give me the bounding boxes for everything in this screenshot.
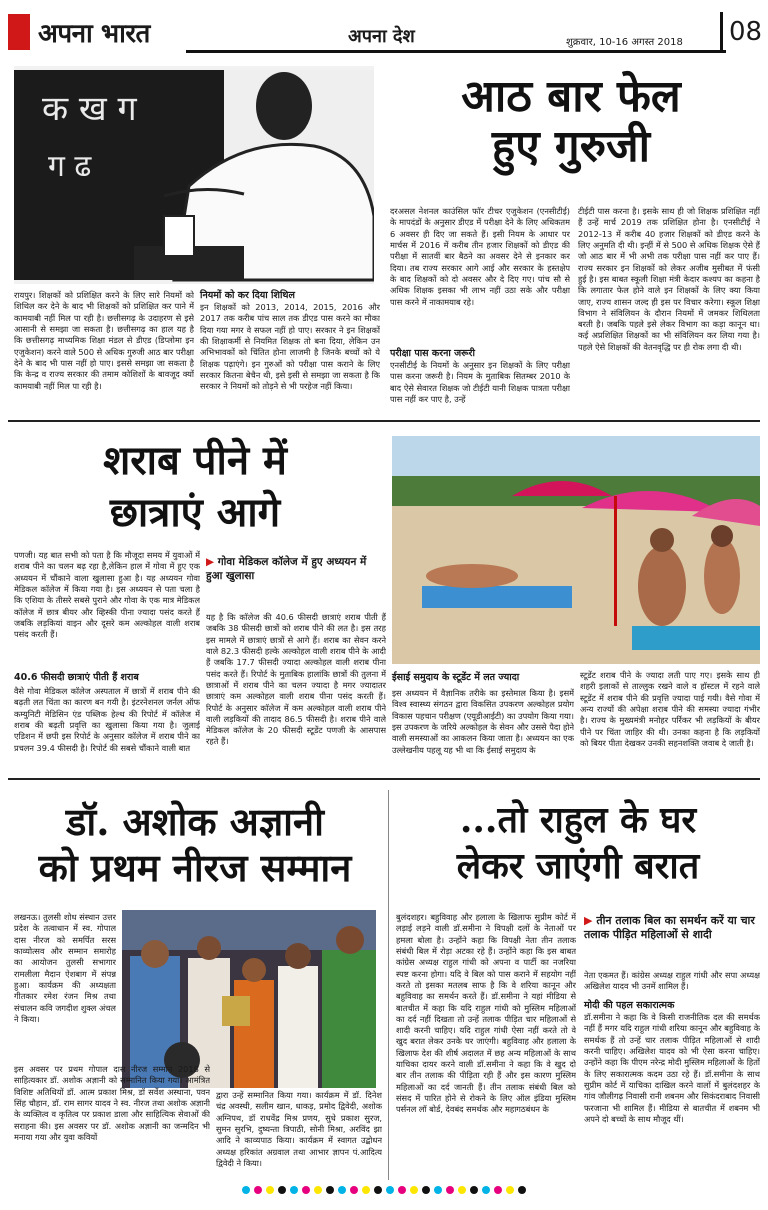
- story2-pull-text: गोवा मेडिकल कॉलेज में हुए अध्ययन में हुआ खुलासा: [206, 556, 367, 582]
- teacher-blackboard-photo: [14, 66, 374, 284]
- page-header: [8, 12, 763, 56]
- section-name: अपना देश: [348, 26, 415, 47]
- story2-col3: इस अध्ययन में वैज्ञानिक तरीके का इस्तेमाल किया है। इसमें विश्व स्वास्थ्य संगठन द्वारा विकसित उपकरण अल्कोहल प्रयोग विकास पहचान परीक्षण (एयूडीआईटी) का उपयोग किया गया। इस उपकरण के जरिये अल्कोहल के सेवन और उससे पैदा होने वाली समस्याओं का आकलन किया जाता है। अध्ययन का एक उल्लेखनीय पहलू यह भी था कि ईसाई समुदाय के: [392, 688, 574, 755]
- story2-headline-line2: छात्राएं आगे: [109, 489, 281, 536]
- separator-1: [8, 420, 760, 422]
- story4-col2b: डॉ.समीना ने कहा कि वे किसी राजनीतिक दल की समर्थक नहीं हैं मगर यदि राहुल गांधी शरिया कानून और बहुविवाह के समर्थक हैं तो उन्हें चार तलाक पीड़ित महिलाओं से शादी करनी चाहिए। अखिलेश यादव को भी ऐसा करना चाहिए। उन्होंने कहा कि पीएम नरेन्द्र मोदी मुस्लिम महिलाओं के हितों के लिए सकारात्मक कदम उठा रहे हैं। डॉ.समीना के साथ सुप्रीम कोर्ट में याचिका दाखिल करने वालों में बुलंदशहर के गांव जौलीगढ़ निवासी रानी शबनम और सिकंदराबाद निवासी फरजाना भी शामिल हैं। मीडिया से बातचीत में शबनम भी अपने दो बच्चों के साथ मौजूद थीं।: [584, 1012, 760, 1124]
- story3-headline: [14, 799, 376, 890]
- logo-red-bar: [8, 14, 30, 50]
- masthead: अपना भारत: [38, 19, 150, 49]
- story4-col2: नेता एकमत हैं। कांग्रेस अध्यक्ष राहुल गांधी और सपा अध्यक्ष अखिलेश यादव भी उनमें शामिल हैं।: [584, 970, 760, 992]
- page-number: 08: [720, 12, 762, 52]
- award-ceremony-photo: [122, 910, 376, 1088]
- story4-headline-line2: लेकर जाएंगी बरात: [456, 844, 700, 887]
- story2-headline: [14, 437, 376, 536]
- story1-subhead-1: नियमों को कर दिया शिथिल: [200, 290, 295, 301]
- story3-col1b: इस अवसर पर प्रथम गोपाल दास नीरज सम्मान 2018 से साहित्यकार डॉ. अशोक अज्ञानी को सम्मानित किया गया। आमंत्रित विशिष्ट अतिथियों डॉ. आत्म प्रकाश मिश्र, डॉ सर्वेश अस्थाना, पवन सिंह चौहान, डॉ. राम सागर यादव ने स्व. नीरज तथा अशोक अज्ञानी के व्यक्तित्व व कृतित्व पर प्रकाश डाला और साहित्यिक सेवाओं की सराहना की। इस अवसर पर डॉ. अशोक अज्ञानी का जन्मदिन भी मनाया गया और युवा कवियों: [14, 1064, 210, 1142]
- story3-col1: लखनऊ। तुलसी शोध संस्थान उत्तर प्रदेश के तत्वाधान में स्व. गोपाल दास नीरज को समर्पित सरस काव्योत्सव और सम्मान समारोह का आयोजन तुलसी सभागार रामलीला मैदान ऐशबाग में संपन्न हुआ। कार्यक्रम की अध्यक्षता गीतकार रमेश रंजन मिश्र तथा संचालन कवि जगदीश शुक्ल अंचल ने किया।: [14, 912, 116, 1024]
- teacher-illustration: [14, 66, 374, 284]
- ceremony-illustration: [122, 910, 376, 1088]
- pull-triangle-icon-2: ▶: [584, 914, 593, 927]
- story4-pull-quote: [584, 914, 760, 943]
- blackboard-text-1: क ख ग: [42, 89, 137, 129]
- story4-pull-text: तीन तलाक बिल का समर्थन करें या चार तलाक पीड़ित महिलाओं से शादी: [584, 914, 755, 942]
- story4-col1: बुलंदशहर। बहुविवाह और हलाला के खिलाफ सुप्रीम कोर्ट में लड़ाई लड़ने वाली डॉ.समीना ने विपक्षी दलों के नेताओं पर हमला बोला है। उन्होंने कहा कि विपक्षी नेता तीन तलाक संबंधी बिल में रोड़ा अटका रहे हैं। उन्होंने कहा कि इस बाबत कांग्रेस अध्यक्ष राहुल गांधी को अपना व पार्टी का नजरिया स्पष्ट करना होगा। यदि वे बिल को पास कराने में सहयोग नहीं करते तो इसका मतलब साफ है कि वे शरिया कानून और बहुविवाह का समर्थन करते हैं। डॉ.समीना ने यहां मीडिया से बातचीत में कहा कि यदि राहुल गांधी को मुस्लिम महिलाओं का दर्द नहीं दिखता तो उन्हें तलाक पीड़ित चार महिलाओं से शादी करनी चाहिए। यदि राहुल गांधी ऐसा नहीं करते तो वे खुद बरात लेकर उनके घर जाएंगी। बहुविवाह और हलाला के खिलाफ देश की शीर्ष अदालत में छह अन्य महिलाओं के साथ याचिका दायर करने वाली डॉ.समीना ने कहा कि वे खुद दो बार तीन तलाक की पीड़िता रही हैं और इस कारण मुस्लिम महिलाओं का दर्द जानती हैं। तीन तलाक संबंधी बिल को संसद में पारित होने से रोकने के लिए ऑल इंडिया मुस्लिम पर्सनल लॉ बोर्ड, देवबंद समर्थक और महागठबंधन के: [396, 912, 576, 1115]
- column-divider: [388, 790, 389, 1180]
- story1-headline-line1: आठ बार फेल: [461, 71, 681, 122]
- pull-triangle-icon: ▶: [206, 556, 215, 568]
- story4-headline: [396, 799, 760, 887]
- story4-subhead-2: मोदी की पहल सकारात्मक: [584, 1000, 675, 1011]
- story4-headline-line1: ...तो राहुल के घर: [459, 799, 697, 841]
- beach-photo: [392, 436, 760, 664]
- story2-col2: यह है कि कॉलेज की 40.6 फीसदी छात्राएं शराब पीती हैं जबकि 38 फीसदी छात्रों को शराब पीने की लत है। इस तरह इस मामले में छात्राएं छात्रों से आगे हैं। शराब का सेवन करने वाले 82.3 फीसदी हल्के अल्कोहल वाली शराब पीने के आदी हैं जबकि 17.7 फीसदी ज्यादा अल्कोहल वाली शराब पीना पसंद करते हैं। रिपोर्ट के मुताबिक हालांकि छात्रों की तुलना में छात्राओं में शराब पीने का चलन ज्यादा है मगर ज्यादातर छात्राएं कम अल्कोहल वाली शराब पीना पसंद करती हैं। रिपोर्ट के अनुसार कॉलेज में कम अल्कोहल वाली शराब पीने वाली लड़कियों की तादाद 86.5 फीसदी है। शराब पीने वाले मेडिकल कॉलेज के 20 फीसदी स्टूडेंट पणजी के आसपास रहते हैं।: [206, 612, 386, 747]
- printer-color-bar: [8, 1186, 760, 1196]
- story3-col2: द्वारा उन्हें सम्मानित किया गया। कार्यक्रम में डॉ. दिनेश चंद्र अवस्थी, सलीम खान, धाकड़, प्रमोद द्विवेदी, अशोक अग्निपथ, डॉ राधवेंद्र मिश्र प्रणय, सुधे प्रकाश सुरज, सुमन सुरभि, दुष्यन्ता त्रिपाठी, सोनी मिश्रा, अरविंद झा आदि ने काव्यपाठ किया। कार्यक्रम में स्वागत उद्बोधन अध्यक्ष हरिकांत अग्रवाल तथा आभार ज्ञापन पं.आदित्य द्विवेदी ने किया।: [216, 1090, 382, 1168]
- story1-subhead-3: परीक्षा पास करना जरूरी: [390, 348, 475, 359]
- issue-date: शुक्रवार, 10-16 अगस्त 2018: [566, 37, 683, 48]
- story3-headline-line1: डॉ. अशोक अज्ञानी: [66, 799, 324, 844]
- story3-headline-line2: को प्रथम नीरज सम्मान: [38, 844, 352, 890]
- story1-col1: रायपुर। शिक्षकों को प्रशिक्षित करने के लिए सारे नियमों को शिथिल कर देने के बाद भी शिक्षकों को प्रशिक्षित कर पाने में कामयाबी नहीं मिल पा रही है। छत्तीसगढ़ के उदाहरण से इसे आसानी से समझा जा सकता है। छत्तीसगढ़ का हाल यह है कि छत्तीसगढ़ माध्यमिक शिक्षा मंडल से डीएड (डिप्लोमा इन एजुकेशन) करने वाले 500 से अधिक गुरुजी आठ बार परीक्षा देने के बाद भी पास नहीं हो पाए। इससे समझा जा सकता है कि केन्द्र व राज्य सरकार की तमाम कोशिशों के बावजूद क्यों कामयाबी नहीं मिल पा रही है।: [14, 290, 194, 391]
- story2-pull-quote: [206, 556, 386, 583]
- story2-photo-caption: ईसाई समुदाय के स्टूडेंट में लत ज्यादा: [392, 672, 520, 683]
- story1-headline: [382, 71, 760, 173]
- story2-headline-line1: शराब पीने में: [103, 437, 287, 484]
- story1-col3: दरअसल नेशनल काउंसिल फॉर टीचर एजुकेशन (एनसीटीई) के मापदंडों के अनुसार डीएड में परीक्षा देने के लिए अधिकतम 6 अवसर ही दिए जा सकते हैं। इसी नियम के आधार पर मार्चस में 2016 में करीब तीन हजार शिक्षकों को डीएड की परीक्षा में सातवीं बार बैठने का अवसर देने से इनकार कर दिया। तब राज्य सरकार आगे आई और सरकार के हस्तक्षेप के बाद शिक्षकों को दो अवसर और दे दिए गए। पांच सौ से अधिक शिक्षक इसका भी लाभ नहीं उठा सके और परीक्षा पास करने में नाकामयाब रहे।: [390, 206, 570, 307]
- story1-col2: इन शिक्षकों को 2013, 2014, 2015, 2016 और 2017 तक करीब पांच साल तक डीएड पास करने का मौका दिया गया मगर वे सफल नहीं हो पाए। सरकार ने इन शिक्षकों की शिक्षाकर्मी से नियमित शिक्षक तो बना दिया, लेकिन उन अभिभावकों को चिंतित होना लाजमी है जिनके बच्चों को ये शिक्षक पढ़ाएंगे। इन गुरुओं को परीक्षा पास कराने के लिए सरकार कितना बेचैन थी, इसे इसी से समझा जा सकता है कि सरकार ने नियमों को तोड़ने से भी परहेज नहीं किया।: [200, 302, 380, 392]
- story1-col3b: एनसीटीई के नियमों के अनुसार इन शिक्षकों के लिए परीक्षा पास करना जरूरी है। नियम के मुताबिक सितम्बर 2010 के बाद ऐसे सेवारत शिक्षक जो टीईटी यानी शिक्षक पात्रता परीक्षा पास नहीं कर पाए है, उन्हें: [390, 360, 570, 404]
- story1-headline-line2: हुए गुरुजी: [491, 121, 651, 173]
- blackboard-text-2: ग ढ: [48, 149, 92, 184]
- story1-col4: टीईटी पास करना है। इसके साथ ही जो शिक्षक प्रशिक्षित नहीं हैं उन्हें मार्च 2019 तक प्रशिक्षित होना है। एनसीटीई ने 2012-13 में करीब 40 हजार शिक्षकों को डीएड करने के लिए अनुमति दी थी। इन्हीं में से 500 से अधिक शिक्षक ऐसे हैं जो आठ बार में भी अभी तक परीक्षा पास नहीं कर पाए हैं। राज्य सरकार इन शिक्षकों को लेकर अजीब मुसीबत में फंसी हुई है। इस बाबत स्कूली शिक्षा मंत्री केदार कश्यप का कहना है कि लगातार फेल होने वाले इन शिक्षकों के लिए क्या किया जाए, राज्य शासन जल्द ही इस पर विचार करेगा। स्कूल शिक्षा विभाग ने संविलियन के दौरान नियमों में जमकर शिथिलता बरती है। जबकि पहले इसे लेकर विभाग का कड़ा कानून था। कई अप्रशिक्षित शिक्षकों का भी संविलियन कर लिया गया है। पहले ऐसे शिक्षकों की वेतनवृद्धि पर ही रोक लगा दी थी।: [578, 206, 760, 352]
- story2-col1b: वैसे गोवा मेडिकल कॉलेज अस्पताल में छात्रों में शराब पीने की बढ़ती लत चिंता का कारण बन गयी है। इंटरनेशनल जर्नल ऑफ कम्युनिटी मेडिसिन एंड पब्लिक हेल्थ की रिपोर्ट में कॉलेज में शराब की बढ़ती प्रवृत्ति का खुलासा किया गया है। जुलाई एडिशन में छपी इस रिपोर्ट के अनुसार कॉलेज में शराब पीने का प्रचलन 39.4 फीसदी है। रिपोर्ट की सबसे चौंकाने वाली बात: [14, 686, 200, 753]
- story2-col4: स्टूडेंट शराब पीने के ज्यादा लती पाए गए। इसके साथ ही शहरी इलाकों से ताल्लुक रखने वाले व हॉस्टल में रहने वाले स्टूडेंट में शराब पीने की प्रवृत्ति ज्यादा पाई गयी। वैसे गोवा में अन्य राज्यों की अपेक्षा शराब पीने की समस्या ज्यादा गंभीर है। राज्य के मुख्यमंत्री मनोहर पर्रिकर भी लड़कियों के बीयर पीने पर चिंता जाहिर की थी। उनका कहना है कि लड़कियों को बियर पीता देखकर उनकी सहनशक्ति जवाब दे जाती है।: [580, 670, 760, 748]
- beach-illustration: [392, 436, 760, 664]
- header-rule: [186, 50, 726, 53]
- story2-subhead-1: 40.6 फीसदी छात्राएं पीती हैं शराब: [14, 672, 139, 683]
- story2-col1: पणजी। यह बात सभी को पता है कि मौजूदा समय में युवाओं में शराब पीने का चलन बढ़ रहा है,लेकिन हाल में गोवा में हुए एक अध्ययन में चौंकाने वाला खुलासा हुआ है। यह अध्ययन गोवा मेडिकल कॉलेज में किया गया है। इस अध्ययन से पता चला है कि एशिया के तीसरे सबसे पुराने और गोवा के एक मात्र मेडिकल कॉलेज में छात्र बीयर और व्हिस्की पीना ज्यादा पसंद करते हैं जबकि लड़कियां वाइन और दूसरे कम अल्कोहल वाली शराब पसंद करती हैं।: [14, 550, 200, 640]
- separator-2: [8, 778, 760, 780]
